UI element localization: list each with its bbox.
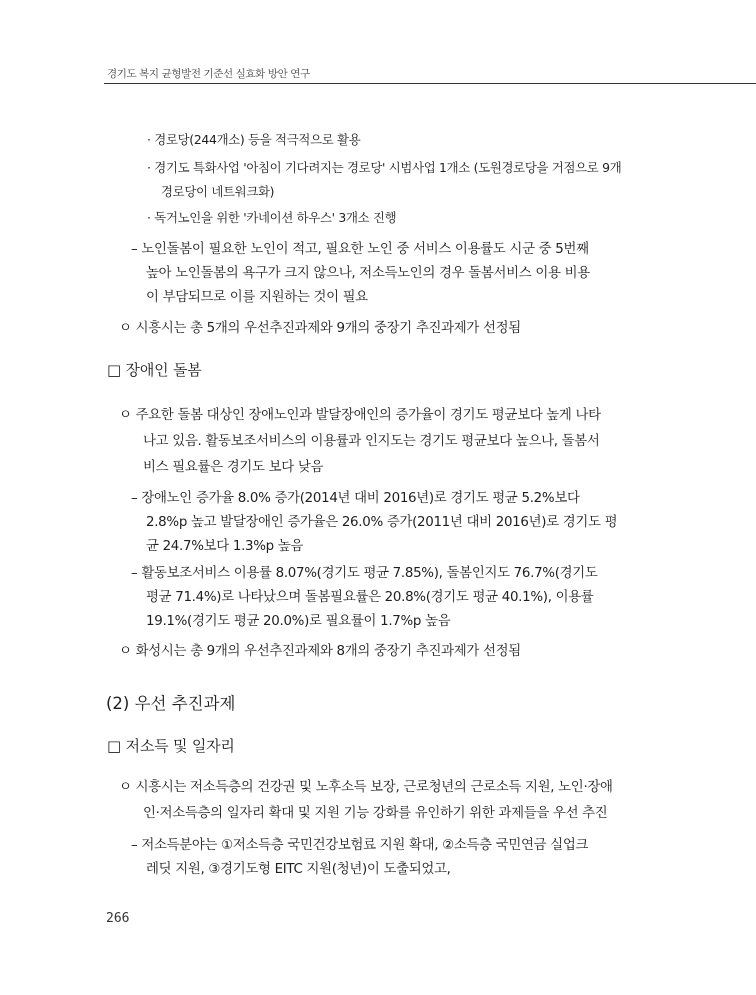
dash-item: – 노인돌봄이 필요한 노인이 적고, 필요한 노인 중 서비스 이용률도 시군 중 5번째 bbox=[131, 242, 589, 257]
running-header: 경기도 복지 균형발전 기준선 실효화 방안 연구 bbox=[107, 68, 310, 80]
dash-item-cont: 균 24.7%보다 1.3%p 높음 bbox=[146, 539, 304, 554]
circle-item: ㅇ 화성시는 총 9개의 우선추진과제와 8개의 중장기 추진과제가 선정됨 bbox=[119, 644, 521, 659]
dash-item: – 활동보조서비스 이용률 8.07%(경기도 평균 7.85%), 돌봄인지도 76.7%(경기도 bbox=[131, 566, 598, 581]
circle-item: ㅇ 주요한 돌봄 대상인 장애노인과 발달장애인의 증가율이 경기도 평균보다 높게 나타 bbox=[119, 408, 601, 423]
dash-item-cont: 평균 71.4%)로 나타났으며 돌봄필요률은 20.8%(경기도 평균 40.1%), 이용률 bbox=[146, 590, 594, 605]
bullet-line: · 독거노인을 위한 '카네이션 하우스' 3개소 진행 bbox=[147, 210, 397, 225]
dash-item-cont: 레딧 지원, ③경기도형 EITC 지원(청년)이 도출되었고, bbox=[146, 862, 451, 877]
dash-item-cont: 높아 노인돌봄의 욕구가 크지 않으나, 저소득노인의 경우 돌봄서비스 이용 비용 bbox=[146, 266, 590, 281]
subsection-heading: (2) 우선 추진과제 bbox=[106, 694, 236, 713]
dash-item: – 장애노인 증가율 8.0% 증가(2014년 대비 2016년)로 경기도 평균 5.2%보다 bbox=[131, 491, 580, 506]
page-number: 266 bbox=[106, 911, 130, 926]
header-rule bbox=[104, 83, 756, 84]
circle-item-cont: 나고 있음. 활동보조서비스의 이용률과 인지도는 경기도 평균보다 높으나, 돌봄서 bbox=[143, 434, 600, 449]
circle-item: ㅇ 시흥시는 총 5개의 우선추진과제와 9개의 중장기 추진과제가 선정됨 bbox=[119, 321, 521, 336]
bullet-line: · 경기도 특화사업 '아침이 기다려지는 경로당' 시범사업 1개소 (도원경로당을 거점으로 9개 bbox=[147, 160, 622, 175]
dash-item-cont: 19.1%(경기도 평균 20.0%)로 필요률이 1.7%p 높음 bbox=[146, 614, 451, 629]
bullet-line-cont: 경로당이 네트워크화) bbox=[161, 184, 275, 199]
dash-item: – 저소득분야는 ①저소득층 국민건강보험료 지원 확대, ②소득층 국민연금 실업크 bbox=[131, 838, 589, 853]
circle-item-cont: 인·저소득층의 일자리 확대 및 지원 기능 강화를 유인하기 위한 과제들을 우선 추진 bbox=[143, 806, 608, 821]
section-heading: □ 저소득 및 일자리 bbox=[107, 737, 235, 755]
bullet-line: · 경로당(244개소) 등을 적극적으로 활용 bbox=[147, 132, 361, 147]
section-heading: □ 장애인 돌봄 bbox=[107, 361, 202, 379]
circle-item: ㅇ 시흥시는 저소득층의 건강권 및 노후소득 보장, 근로청년의 근로소득 지원, 노인·장애 bbox=[119, 780, 613, 795]
circle-item-cont: 비스 필요률은 경기도 보다 낮음 bbox=[143, 460, 324, 475]
dash-item-cont: 2.8%p 높고 발달장애인 증가율은 26.0% 증가(2011년 대비 2016년)로 경기도 평 bbox=[146, 515, 618, 530]
dash-item-cont: 이 부담되므로 이를 지원하는 것이 필요 bbox=[146, 290, 368, 305]
